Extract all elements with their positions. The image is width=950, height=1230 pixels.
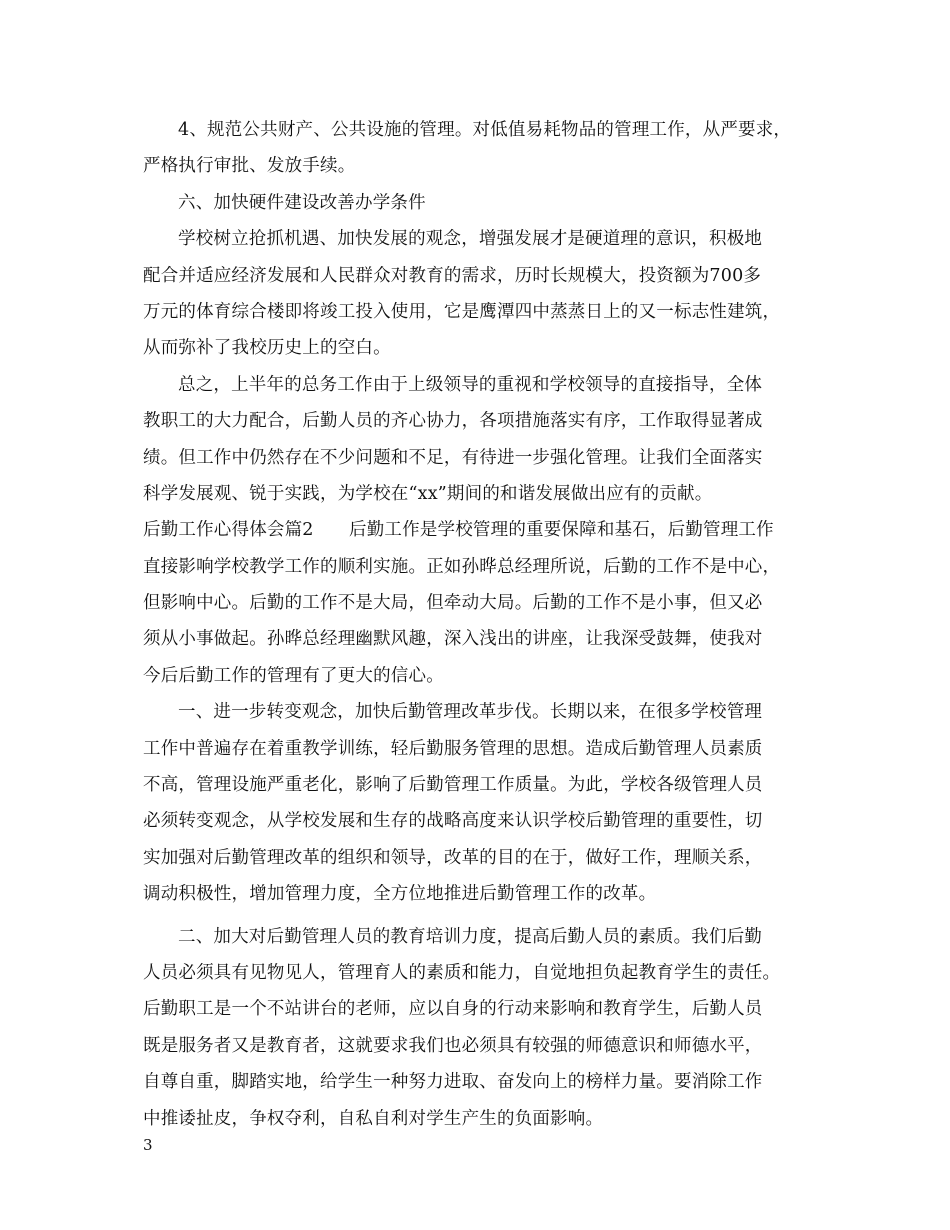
text-line: 须从小事做起。孙晔总经理幽默风趣，深入浅出的讲座，让我深受鼓舞，使我对 <box>143 629 763 650</box>
text-line: 后勤工作心得体会篇2 后勤工作是学校管理的重要保障和基石，后勤管理工作 <box>143 520 774 541</box>
text-line: 总之，上半年的总务工作由于上级领导的重视和学校领导的直接指导，全体 <box>178 374 763 395</box>
text-line: 调动积极性，增加管理力度，全方位地推进后勤管理工作的改革。 <box>143 884 657 905</box>
text-line: 但影响中心。后勤的工作不是大局，但牵动大局。后勤的工作不是小事，但又必 <box>143 593 763 614</box>
text-line: 配合并适应经济发展和人民群众对教育的需求，历时长规模大，投资额为700多 <box>143 265 762 286</box>
text-line: 4、规范公共财产、公共设施的管理。对低值易耗物品的管理工作，从严要求， <box>178 120 792 140</box>
text-line: 科学发展观、锐于实践，为学校在“xx”期间的和谐发展做出应有的贡献。 <box>143 483 713 504</box>
text-line: 二、加大对后勤管理人员的教育培训力度，提高后勤人员的素质。我们后勤 <box>178 926 763 947</box>
document-body <box>143 112 813 1137</box>
text-line: 一、进一步转变观念，加快后勤管理改革步伐。长期以来，在很多学校管理 <box>178 702 763 723</box>
text-line: 不高，管理设施严重老化，影响了后勤管理工作质量。为此，学校各级管理人员 <box>143 775 763 796</box>
text-line: 万元的体育综合楼即将竣工投入使用，它是鹰潭四中蒸蒸日上的又一标志性建筑， <box>143 301 781 322</box>
text-line: 中推诿扯皮，争权夺利，自私自利对学生产生的负面影响。 <box>143 1108 604 1129</box>
text-line: 绩。但工作中仍然存在不少问题和不足，有待进一步强化管理。让我们全面落实 <box>143 447 763 468</box>
text-line: 从而弥补了我校历史上的空白。 <box>143 338 391 359</box>
text-line: 自尊自重，脚踏实地，给学生一种努力进取、奋发向上的榜样力量。要消除工作 <box>143 1072 763 1093</box>
text-line: 既是服务者又是教育者，这就要求我们也必须具有较强的师德意识和师德水平， <box>143 1035 763 1056</box>
text-line: 必须转变观念，从学校发展和生存的战略高度来认识学校后勤管理的重要性，切 <box>143 811 763 832</box>
text-line: 实加强对后勤管理改革的组织和领导，改革的目的在于，做好工作，理顺关系， <box>143 847 763 868</box>
text-line: 严格执行审批、发放手续。 <box>143 156 356 177</box>
text-line: 工作中普遍存在着重教学训练，轻后勤服务管理的思想。造成后勤管理人员素质 <box>143 738 763 759</box>
text-line: 六、加快硬件建设改善办学条件 <box>178 192 426 213</box>
page-number: 3 <box>143 1136 153 1154</box>
text-line: 教职工的大力配合，后勤人员的齐心协力，各项措施落实有序，工作取得显著成 <box>143 411 763 432</box>
text-line: 后勤职工是一个不站讲台的老师，应以自身的行动来影响和教育学生，后勤人员 <box>143 999 763 1020</box>
text-line: 今后后勤工作的管理有了更大的信心。 <box>143 665 444 686</box>
text-line: 人员必须具有见物见人，管理育人的素质和能力，自觉地担负起教育学生的责任。 <box>143 962 781 983</box>
text-line: 学校树立抢抓机遇、加快发展的观念，增强发展才是硬道理的意识，积极地 <box>178 229 763 250</box>
text-line: 直接影响学校教学工作的顺利实施。正如孙晔总经理所说，后勤的工作不是中心， <box>143 556 781 577</box>
